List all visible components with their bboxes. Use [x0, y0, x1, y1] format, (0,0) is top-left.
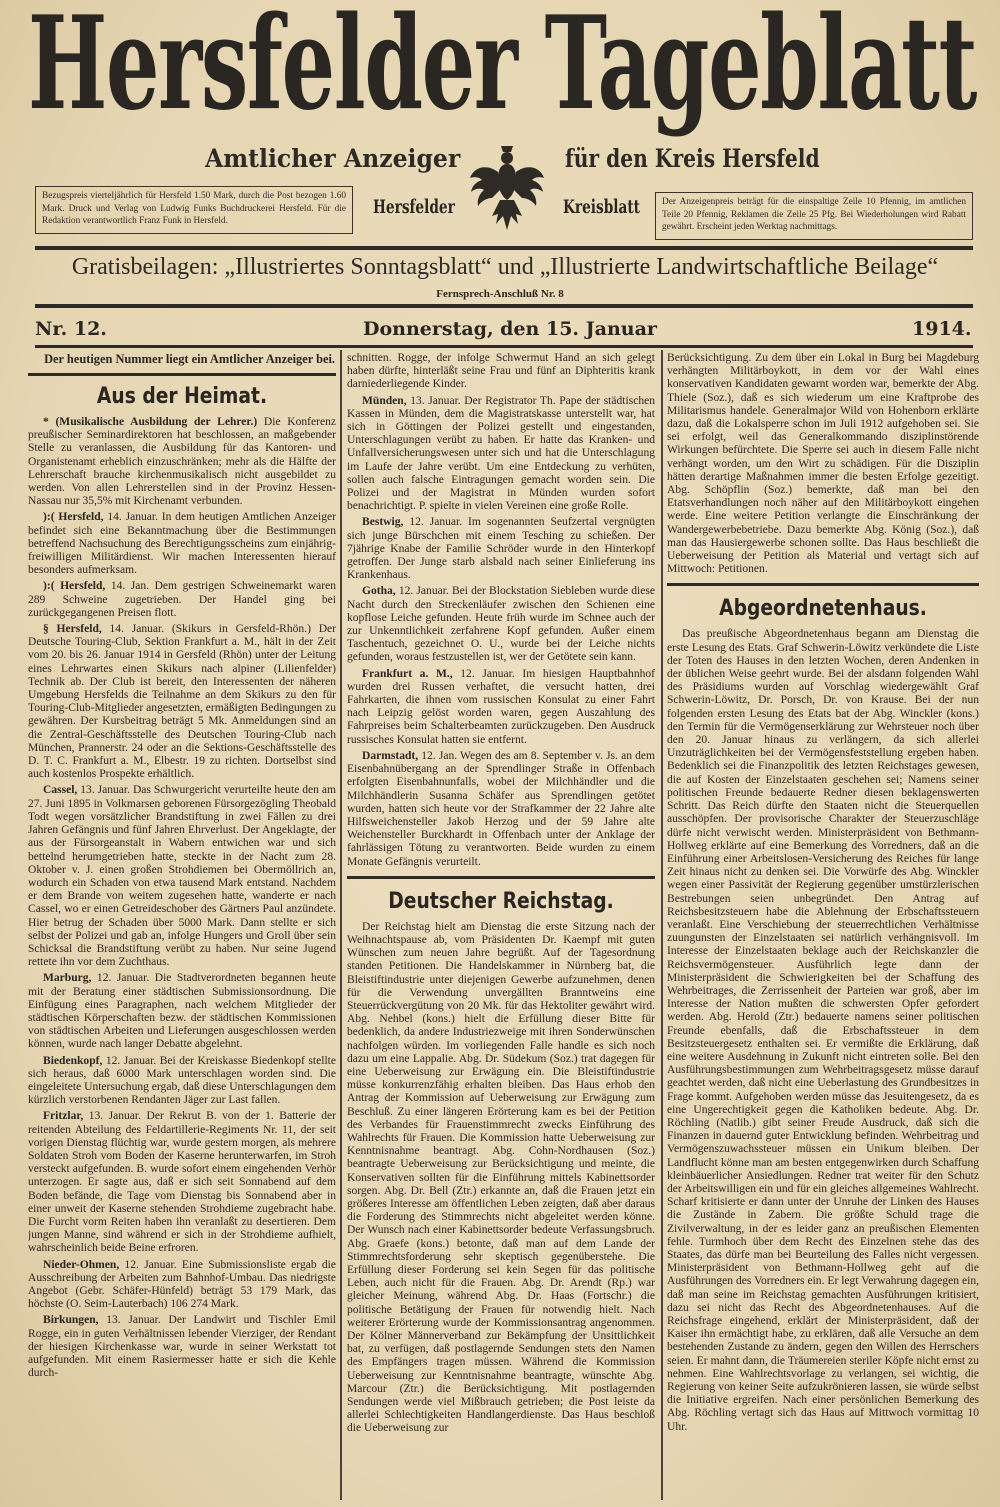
news-item-dateline: ):( Hersfeld,	[43, 511, 104, 524]
news-item-dateline: ):( Hersfeld,	[43, 580, 106, 593]
news-item-dateline: § Hersfeld,	[43, 623, 102, 636]
news-item-dateline: Bestwig,	[362, 516, 404, 529]
news-item-text: 12. Januar. Die Stadtverordneten begannen heute mit der Beratung einer städtischen Submissionsordnung. Die Einfügung eines Paragraphen, nach welchem Mitglieder der städtischen Körperschaften bezw. der städtischen Kommissionen von städtischen Arbeiten und Lieferungen ausgeschlossen werden können, wurde nach langer Debatte abgelehnt.	[28, 972, 336, 1051]
news-item-dateline: Cassel,	[43, 784, 78, 797]
issue-date: Donnerstag, den 15. Januar	[363, 318, 657, 340]
section-heading-abgeordnetenhaus: Abgeordnetenhaus.	[719, 596, 927, 622]
issue-number: Nr. 12.	[35, 318, 107, 340]
phone-number: Fernsprech-Anschluß Nr. 8	[436, 288, 564, 300]
newspaper-title: Hersfelder Tageblatt	[28, 0, 977, 139]
news-item-text: 13. Januar. Der Registrator Th. Pape der städtischen Kassen in Münden, dem die Magistratskasse unterstellt war, hat sich in Göttingen der Polizei gestellt und eingestanden, Unterschlagungen verübt zu haben. Er hatte das Kranken- und Unfallversicherungswesen unter sich und hat die Unterschlagung im Laufe der Jahre verübt. Um eine Entdeckung zu verhüten, sollen auch falsche Eintragungen gemacht worden sein. Die Polizei und der Magistrat in Münden wurden sofort benachrichtigt. P. spielte in vielen Vereinen eine große Rolle.	[347, 394, 655, 513]
news-item-text: 14. Januar. (Skikurs in Gersfeld-Rhön.) Der Deutsche Touring-Club, Sektion Frankfurt a. M., hält in der Zeit vom 20. bis 26. Januar 1914 in Gersfeld (Rhön) unter der Leitung eines Lehrwartes einen Skikurs nach alpiner (Lilienfelder) Technik ab. Der Club ist bereit, den Interessenten der näheren Umgebung Hersfelds die Teilnahme an dem Skikurs zu den für Touring-Club-Mitglieder angesetzten, ermäßigten Bedingungen zu gewähren. Der Kursbeitrag beträgt 5 Mk. Anmeldungen sind an die Zentral-Geschäftsstelle des Deutschen Touring-Club nach München, Prannerstr. 24 oder an die Sektions-Geschäftsstelle des D. T. C. Frankfurt a. M., Elbestr. 19 zu richten. Dortselbst sind auch kostenlos Prospekte erhältlich.	[28, 623, 336, 781]
news-item-dateline: * (Musikalische Ausbildung der Lehrer.)	[43, 416, 258, 428]
divider	[667, 583, 979, 586]
article-continuation: Berücksichtigung. Zu dem über ein Lokal in Burg bei Magdeburg verhängten Militärboykott, in dem vor der Wahl eines konservativen Kandidaten gewarnt worden war, bemerkte der Abg. Thiele (Soz.), daß es sich wiederum um eine Kraftprobe des Militarismus handele. Generalmajor Wild von Hohenborn erklärte dazu, daß die Lokalsperre schon im Juli 1912 aufgehoben sei. Sie sei erfolgt, weil das Generalkommando disziplinstörende Wirkungen befürchtete. Die Sperre sei auch in diesem Falle nicht verhängt worden, um den Wirt zu schädigen. Für die Disziplin hätten derartige Maßnahmen immer die besten Erfolge gezeitigt. Abg. Schöpflin (Soz.) bemerkte, daß man bei den Etatsverhandlungen noch näher auf den Militärboykott eingehen werde. Eine weitere Petition verlangte die Einschränkung der Wandergewerbebetriebe. Dazu bemerkte Abg. König (Soz.), daß man das Hausiergewerbe schonen sollte. Das Haus beschließt die Ueberweisung der Petition als Material und vertagt sich auf Mittwoch: Petitionen.	[667, 352, 979, 576]
reichstag-report: Der Reichstag hielt am Dienstag die erste Sitzung nach der Weihnachtspause ab, vom Präsidenten Dr. Kaempf mit guten Wünschen zum neuen Jahre begrüßt. Auf der Tagesordnung standen Petitionen. Die Handelskammer in Nürnberg bat, die Bleistiftindustrie unter diejenigen Gewerbe aufzunehmen, denen für die Verwendung unvergällten Branntweins eine Steuerrückvergütung von 20 Mk. für das Hektoliter gewährt wird. Abg. Nehbel (kons.) hielt die Erfüllung dieser Bitte für bedenklich, da andere Industriezweige mit ihren Sonderwünschen nachfolgen würden. Im vorliegenden Falle handle es sich noch dazu um eine Lappalie. Abg. Dr. Südekum (Soz.) trat dagegen für eine Ueberweisung zur Erwägung ein. Die Bleistiftindustrie müsse konkurrenzfähig erhalten bleiben. Das Haus erhob den Antrag der Kommission auf Ueberweisung zur Erwägung zum Beschluß. Zu einer längeren Erörterung kam es bei der Petition des Verbandes für Frauenstimmrecht zwecks Einführung des Wahlrechts für Frauen. Die Kommission hatte Ueberweisung zur Kenntnisnahme beantragt. Abg. Cohn-Nordhausen (Soz.) beantragte Ueberweisung zur Berücksichtigung und meinte, die Konservativen sollten für die Einführung mittels Kabinettsorder sorgen. Abg. Dr. Bell (Ztr.) erkannte an, daß die Frauen jetzt ein größeres Interesse am öffentlichen Leben zeigten, daß aber daraus die Forderung des Stimmrechts nicht abgeleitet werden könne. Der Wunsch nach einer Kabinettsorder bedeute Verfassungsbruch. Abg. Graefe (kons.) betonte, daß man auf dem Lande der Stimmrechtsforderung sehr skeptisch gegenüberstehe. Die Erfüllung dieser Forderung sei kein Segen für das politische Leben, auch nicht für die Frauen. Abg. Dr. Arendt (Rp.) war gleicher Meinung, während Abg. Dr. Haas (Fortschr.) die politische Betätigung der Frauen für notwendig hielt. Nach weiterer Erörterung wurde der Kommissionsantrag angenommen. Der Kölner Männerverband zur Bekämpfung der Unsittlichkeit bat, zu verfügen, daß postlagernde Sendungen stets den Namen des Empfängers tragen müssen. Während die Kommission Ueberweisung zur Kenntnisnahme beantragte, wünschte Abg. Marcour (Ztr.) die Berücksichtigung. Mit postlagernden Sendungen werde viel Mißbrauch getrieben; die Post leiste da allerlei Schlechtigkeiten Handlangerdienste. Das Haus beschloß die Ueberweisung zur	[347, 920, 655, 1435]
supplement-notice: Der heutigen Nummer liegt ein Amtlicher Anzeiger bei.	[28, 352, 336, 376]
news-item	[347, 395, 655, 514]
news-item	[347, 516, 655, 582]
news-item-dateline: Biedenkopf,	[43, 1054, 103, 1067]
news-item	[28, 784, 336, 969]
news-item	[347, 585, 655, 664]
news-item	[28, 1259, 336, 1312]
news-item-dateline: Gotha,	[362, 585, 396, 598]
divider	[35, 246, 973, 250]
news-item-text: 13. Januar. Der Landwirt und Tischler Emil Rogge, ein in guten Verhältnissen lebender Vierziger, der Rendant der hiesigen Kirchenkasse war, wurde in seiner Werkstatt tot aufgefunden. Mit einem Rasiermesser hatte er sich die Kehle durch-	[28, 1314, 336, 1380]
supplements-line: Gratisbeilagen: „Illustriertes Sonntagsblatt“ und „Illustrierte Landwirtschaftliche Beilage“	[71, 254, 939, 280]
news-item-dateline: Fritzlar,	[43, 1110, 84, 1123]
news-item-dateline: Frankfurt a. M.,	[362, 667, 453, 680]
news-item	[28, 972, 336, 1051]
news-item-text: 12. Januar. Im hiesigen Hauptbahnhof wurden drei Russen verhaftet, die versucht hatten, drei Fahrkarten, die ihnen vom russischen Konsulat zu einer Fahrt nach Leipzig gelöst worden waren, gegen Auszahlung des Fahrpreises beim Schalterbeamten zurückzugeben. Den Ausdruck russisches Konsulat hatten sie entfernt.	[347, 667, 655, 746]
news-item	[28, 416, 336, 508]
divider	[35, 304, 973, 308]
news-item-text: 12. Januar. Im sogenannten Seufzertal vergnügten sich junge Bürschchen mit einem Tesching zu schießen. Der 7jährige Knabe der Familie Schröder wurde in den Hinterkopf getroffen. Der Junge starb alsbald nach seiner Einlieferung ins Krankenhaus.	[347, 516, 655, 582]
divider	[347, 876, 655, 879]
subtitle-official-gazette: Amtlicher Anzeiger	[205, 144, 461, 173]
column-3	[667, 352, 979, 1500]
article-continuation: schnitten. Rogge, der infolge Schwermut Hand an sich gelegt haben dürfte, hinterläßt seine Frau und fünf an Diphteritis krank darniederliegende Kinder.	[347, 352, 655, 391]
section-heading-reichstag: Deutscher Reichstag.	[388, 888, 614, 914]
news-item-text: 13. Januar. Das Schwurgericht verurteilte heute den am 27. Juni 1895 in Volkmarsen geborenen Fürsorgezögling Theobald Todt wegen vorsätzlicher Brandstiftung in zwei Fällen zu drei Jahren Gefängnis und fünf Jahren Ehrverlust. Der Angeklagte, der aus der Fürsorgeanstalt in Wabern entwichen war und sich bettelnd herumgetrieben hatte, steckte in der Nacht zum 28. Oktober v. J. einen großen Strohdiemen bei Obermöllrich an, wodurch ein Schaden von etwa tausend Mark entstand. Nachdem er dem Brande von weitem zugesehen hatte, wanderte er nach Cassel, wo er einen Getreideschober des Gärtners Paul anzündete. Hier betrug der Schaden über 5000 Mark. Dann stellte er sich selbst der Polizei und gab an, infolge Hungers und Groll über sein Schicksal die Brandstiftung verübt zu haben. Nur seine Jugend rettete ihn vor dem Zuchthaus.	[28, 784, 336, 969]
subtitle-district: für den Kreis Hersfeld	[565, 144, 820, 173]
divider	[35, 345, 973, 348]
news-item-text: 12. Jan. Wegen des am 8. September v. Js. an dem Eisenbahnübergang an der Sprendlinger Straße in Offenbach erfolgten Eisenbahnunfalls, wobei der Milchhändler und die Milchhändlerin Susanna Schäfer aus Sprendlingen getötet wurden, hatten sich heute vor der Strafkammer der 22 Jahre alte Hilfsweichensteller Jakob Herzog und der 59 Jahre alte Weichensteller Burckhardt in Offenbach unter der Anklage der fahrlässigen Tötung zu verantworten. Beide wurden zu einem Monate Gefängnis verurteilt.	[347, 749, 655, 868]
column-2	[347, 352, 655, 1500]
news-item	[28, 1314, 336, 1380]
news-item	[347, 668, 655, 747]
masthead-side-right: Kreisblatt	[563, 196, 640, 218]
news-item-text: 12. Januar. Bei der Blockstation Siebleben wurde diese Nacht durch den Streckenläufer zwischen den Schienen eine kopflose Leiche gefunden. Heute früh wurde im Schnee auch der zur Unkenntlichkeit zerfahrene Kopf gefunden. Außer einem Taschentuch, gezeichnet O. U., wurde bei der Leiche nichts gefunden, woraus festzustellen ist, wer der Getötete sein kann.	[347, 585, 655, 664]
subscription-price-box: Bezugspreis vierteljährlich für Hersfeld 1.50 Mark, durch die Post bezogen 1.60 Mark. Druck und Verlag von Ludwig Funks Buchdruckerei Hersfeld. Für die Redaktion verantwortlich Franz Funk in Hersfeld.	[35, 186, 353, 234]
news-item-dateline: Marburg,	[43, 972, 92, 985]
news-item-text: 14. Januar. In dem heutigen Amtlichen Anzeiger befindet sich eine Bekanntmachung über die Bestimmungen betreffend Nachsuchung des Berechtigungsscheins zum einjährig-freiwilligen Militärdienst. Wir machen Interessenten hierauf besonders aufmerksam.	[28, 511, 336, 577]
column-1	[28, 352, 336, 1500]
news-item-text: 14. Jan. Dem gestrigen Schweinemarkt waren 289 Schweine zugetrieben. Der Handel ging bei zurückgegangenen Preisen flott.	[28, 580, 336, 619]
news-item-dateline: Birkungen,	[43, 1314, 99, 1327]
news-item-dateline: Nieder-Ohmen,	[43, 1258, 120, 1271]
news-item	[28, 511, 336, 577]
news-item-text: 12. Januar. Bei der Kreiskasse Biedenkopf stellte sich heraus, daß 6000 Mark unterschlagen worden sind. Die eingeleitete Untersuchung ergab, daß diese Unterschlagungen dem kürzlich verstorbenen Rendanten Jäger zur Last fallen.	[28, 1054, 336, 1107]
issue-year: 1914.	[912, 318, 972, 340]
column-divider	[340, 350, 342, 1500]
news-item	[28, 623, 336, 781]
abgeordnetenhaus-report: Das preußische Abgeordnetenhaus begann am Dienstag die erste Lesung des Etats. Graf Schwerin-Löwitz verkündete die Liste der Toten des Hauses in den letzten Wochen, deren Andenken in der üblichen Weise geehrt wurde. Bei der alsdann folgenden Wahl des Präsidiums wurden auf Vorschlag wiedergewählt Graf Schwerin-Löwitz, Dr. Porsch, Dr. von Krause. Bei der nun folgenden ersten Lesung des Etats bat der Abg. Winckler (kons.) den Termin für die Vermögenserklärung zur Wehrsteuer noch über den 20. Januar hinaus zu verlängern, da sich allerlei Unzuträglichkeiten bei der Vermögensfeststellung ergeben haben. Bedenklich sei die Finanzpolitik des letzten Reichstages gewesen, die auf Kosten der Einzelstaaten geschehen sei; Namens seiner politischen Freunde bedauerte Redner diesen beklagenswerten Schritt. Das Reich dürfte den Staaten nicht die Steuerquellen ausschöpfen. Der provisorische Charakter der Steuerzuschläge dürfe nicht verwischt werden. Ministerpräsident von Bethmann-Hollweg erklärte auf eine Bemerkung des Vorredners, daß an die Einführung einer Arbeitslosen-Versicherung des Reiches für lange Zeit hinaus nicht zu denken sei. Die Vorwürfe des Abg. Winckler wegen einer Passivität der Regierung gegenüber umstürzlerischen Bestrebungen seien unbegründet. Den Antrag auf Reichsbesitzsteuern habe die Ablehnung der Erbschaftssteuern veranlaßt. Eine Verschiebung der steuerrechtlichen Verhältnisse zuungunsten der Einzelstaaten sei natürlich verhängnisvoll. Im Interesse der Einzelstaaten beklage auch der Reichskanzler die Reichsvermögensteuer. Ausführlich legte dann der Ministerpräsident die Schwierigkeiten bei der Schaffung des Wehrbeitrages, die Zerrissenheit der Parteien war groß, aber im Interesse der Nation mußten die schwersten Opfer gefordert werden. Abg. Herold (Ztr.) bedauerte namens seiner politischen Freunde ebenfalls, daß die Erbschaftssteuer in dem Besitzsteuergesetz enthalten sei. Er vermißte die Erklärung, daß eine weitere Ausdehnung in Zukunft nicht eintreten solle. Bei den Ausführungsbestimmungen zum Wehrbeitragsgesetz müsse darauf geachtet werden, daß nicht eine Ueberlastung des Grundbesitzes in Frage kommt. Aufgehoben werden müsse das Jesuitengesetz, da es eine Ungerechtigkeit gegen die Katholiken bedeute. Abg. Dr. Röchling (Natlib.) gibt seiner Freude Ausdruck, daß sich die Finanzen in dauernd guter Entwicklung befinden. Wehrbeitrag und Vermögenszuwachssteuer müssen ein Unikum bleiben. Der Landflucht könne man am besten entgegenwirken durch Schaffung kleinbäuerlicher Ansiedlungen. Redner trat weiter für den Schutz der Arbeitswilligen ein und für ein gleiches allgemeines Wahlrecht. Scharf kritisierte er dann unter der Unruhe der Linken des Hauses die Zustände in Zabern. Die größte Schuld trage die Zivilverwaltung, in der es leider ganz an preußischen Elementen fehle. Turmhoch über dem Recht des Einzelnen stehe das des Staates, das dürfe man bei Beurteilung des Falles nicht vergessen. Ministerpräsident von Bethmann-Hollweg geht auf die Ausführungen des Vorredners ein. Er legt Verwahrung dagegen ein, daß man seine im Reichstag gemachten Ausführungen kritisiert, dazu sei nicht das Recht des Abgeordnetenhauses. Auf die Reichsfrage eingehend, erklärt der Ministerpräsident, daß der Kaiser ihn ermächtigt habe, zu erklären, daß alle Versuche an dem bestehenden Zustande zu ändern, gegen den Willen des Herrschers seien. Er mahnt dann, die Träumereien steriler Köpfe nicht ernst zu nehmen. Eine Wahlrechtsvorlage zu verlangen, sei wichtig, die Regierung von keiner Seite aufzukrönieren lassen, sie würde selbst die Initiative ergreifen. Nach einer persönlichen Bemerkung des Abg. Röchling vertagt sich das Haus auf Mittwoch vormittag 10 Uhr.	[667, 628, 979, 1433]
news-item	[347, 750, 655, 869]
news-item	[28, 580, 336, 620]
column-divider	[661, 350, 663, 1500]
masthead-side-left: Hersfelder	[373, 196, 455, 218]
news-item-text: Die Konferenz preußischer Seminardirektoren hat beschlossen, an maßgebender Stelle zu veranlassen, die Ausbildung für das Kantoren- und Organistenamt erheblich einzuschränken; mehr als die Hälfte der Lehrerschaft brauche kirchenmusikalisch nicht ausgebildet zu werden. Von allen Lehrerstellen sind in der Provinz Hessen-Nassau nur 35,5% mit Kirchenamt verbunden.	[28, 416, 336, 508]
news-item-text: 13. Januar. Der Rekrut B. von der 1. Batterie der reitenden Abteilung des Feldartillerie-Regiments Nr. 11, der seit vorigen Dienstag flüchtig war, wurde gestern morgen, als mehrere Soldaten Stroh vom Boden der Kaserne herunterwarfen, im Stroh versteckt aufgefunden. B. wurde sofort einem eingehenden Verhör unterzogen. Er sagte aus, daß er sich seit Sonnabend auf dem Boden befände, die Tage vom Dienstag bis Sonnabend aber in einer unweit der Kaserne stehenden Strohdieme zugebracht habe. Die Furcht vorm Reiten haben ihn veranlaßt zu desertieren. Dem jungen Manne, sind während er sich in der Strohdieme aufhielt, wahrscheinlich beide Beine erfroren.	[28, 1110, 336, 1255]
advertising-price-box: Der Anzeigenpreis beträgt für die einspaltige Zeile 10 Pfennig, im amtlichen Teile 20 Pfennig, Reklamen die Zeile 25 Pfg. Bei Wiederholungen wird Rabatt gewährt. Erscheint jeden Werktag nachmittags.	[655, 192, 973, 240]
imperial-eagle-icon	[468, 142, 546, 242]
news-item-dateline: Münden,	[362, 394, 407, 407]
news-item	[28, 1055, 336, 1108]
news-item-dateline: Darmstadt,	[362, 749, 419, 762]
section-heading-heimat: Aus der Heimat.	[96, 384, 268, 409]
news-item-text: 12. Januar. Eine Submissionsliste ergab die Ausschreibung der Arbeiten zum Bahnhof-Umbau. Das niedrigste Angebot (Gebr. Schäfer-Hünfeld) beträgt 53 179 Mark, das höchste (O. Seim-Lauterbach) 106 274 Mark.	[28, 1258, 336, 1311]
news-item	[28, 1110, 336, 1255]
